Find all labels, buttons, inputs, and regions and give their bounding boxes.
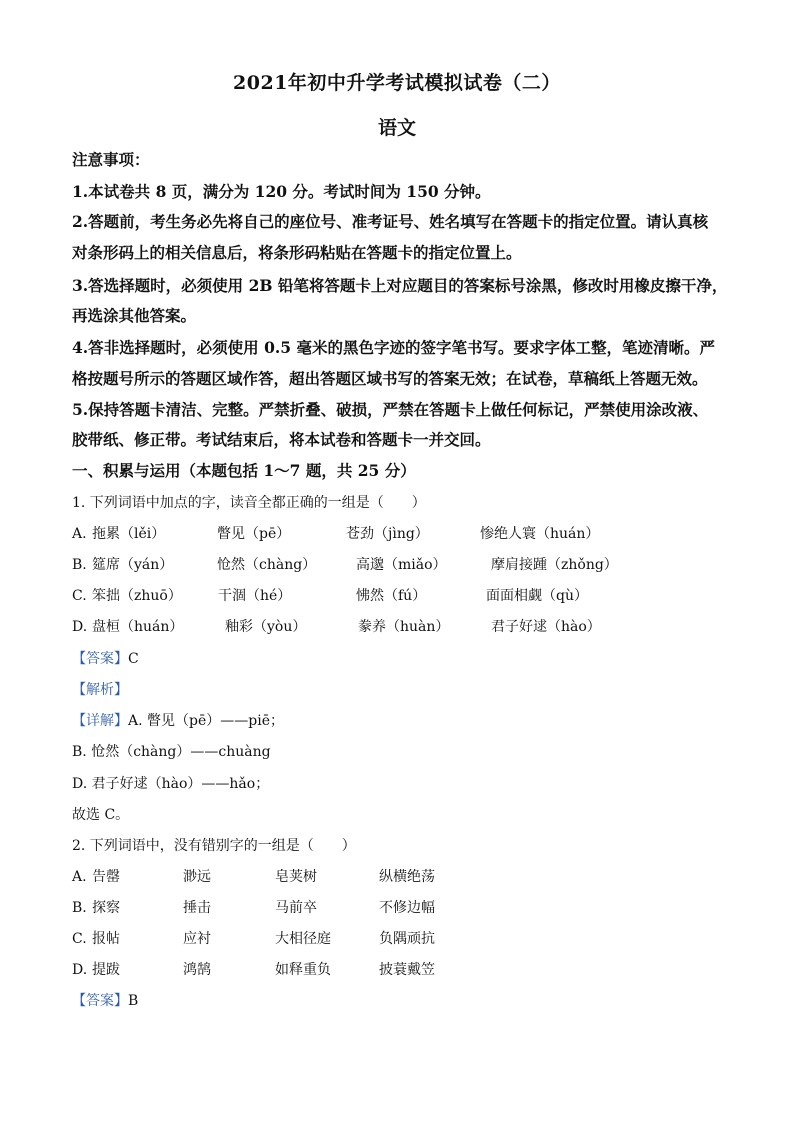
note-line: 3.答选择题时，必须使用 2B 铅笔将答题卡上对应题目的答案标号涂黑，修改时用橡皮擦干净，: [72, 276, 728, 295]
option-item: 君子好逑（hào）: [491, 619, 601, 635]
option-item: 面面相觑（qù）: [486, 588, 588, 604]
option-label: B.: [72, 557, 87, 573]
option-item: 皂荚树: [275, 869, 317, 885]
detail-line: A. 瞥见（pē）——piē；: [128, 713, 284, 729]
answer-value: C: [128, 651, 139, 667]
option-item: 怫然（fú）: [356, 588, 427, 604]
option-item: 豢养（huàn）: [358, 619, 450, 635]
option-item: 高邈（miǎo）: [356, 557, 447, 573]
subject-title: 语文: [377, 117, 416, 139]
option-item: 报帖: [92, 931, 120, 947]
option-item: 渺远: [183, 869, 211, 885]
option-label: A.: [72, 526, 87, 542]
option-label: C.: [72, 931, 87, 947]
option-item: 苍劲（jìng）: [346, 526, 429, 542]
option-label: C.: [72, 588, 87, 604]
option-item: 应衬: [183, 931, 211, 947]
option-item: 拖累（lěi）: [92, 526, 166, 542]
detail-tag: 【详解】: [72, 713, 128, 729]
option-item: 如释重负: [275, 962, 331, 978]
q1-option-c: [72, 589, 752, 607]
note-line: 格按题号所示的答题区域作答，超出答题区域书写的答案无效；在试卷，草稿纸上答题无效。: [72, 369, 708, 388]
q1-option-b: [72, 558, 752, 576]
option-item: 披蓑戴笠: [379, 962, 435, 978]
option-item: 釉彩（yòu）: [225, 619, 307, 635]
exam-title: 2021年初中升学考试模拟试卷（二）: [233, 72, 561, 94]
section-heading: 一、积累与运用（本题包括 1～7 题，共 25 分）: [72, 461, 416, 480]
detail-line: B. 怆然（chàng）——chuàng: [72, 744, 271, 760]
option-item: 鸿鹄: [183, 962, 211, 978]
option-label: D.: [72, 619, 88, 635]
option-label: D.: [72, 962, 88, 978]
answer-value: B: [128, 993, 139, 1009]
detail-line: 故选 C。: [72, 807, 130, 823]
note-line: 4.答非选择题时，必须使用 0.5 毫米的黑色字迹的签字笔书写。要求字体工整，笔迹清晰。严: [72, 338, 715, 357]
answer-tag: 【答案】: [72, 993, 128, 1009]
option-item: 马前卒: [275, 900, 317, 916]
option-item: 大相径庭: [275, 931, 331, 947]
option-item: 负隅顽抗: [379, 931, 435, 947]
option-item: 笨拙（zhuō）: [92, 588, 182, 604]
q1-detail: [72, 714, 284, 728]
question-2-stem: 2. 下列词语中，没有错别字的一组是（ ）: [72, 838, 356, 854]
option-item: 提跋: [92, 962, 120, 978]
option-item: 筵席（yán）: [92, 557, 174, 573]
q2-option-d: [72, 963, 752, 981]
option-label: A.: [72, 869, 87, 885]
note-line: 2.答题前，考生务必先将自己的座位号、准考证号、姓名填写在答题卡的指定位置。请认真核: [72, 212, 709, 231]
note-line: 对条形码上的相关信息后，将条形码粘贴在答题卡的指定位置上。: [72, 243, 522, 262]
option-item: 摩肩接踵（zhǒng）: [491, 557, 618, 573]
option-item: 怆然（chàng）: [217, 557, 317, 573]
q1-analysis: [72, 683, 128, 697]
note-line: 再选涂其他答案。: [72, 306, 197, 325]
notes-heading: 注意事项：: [72, 150, 150, 169]
analysis-tag: 【解析】: [72, 682, 128, 698]
q2-option-a: [72, 870, 752, 888]
option-item: 惨绝人寰（huán）: [480, 526, 600, 542]
option-item: 干涸（hé）: [218, 588, 292, 604]
answer-tag: 【答案】: [72, 651, 128, 667]
q2-answer: [72, 994, 138, 1008]
q2-option-c: [72, 932, 752, 950]
option-label: B.: [72, 900, 87, 916]
option-item: 瞥见（pē）: [217, 526, 291, 542]
option-item: 盘桓（huán）: [92, 619, 184, 635]
option-item: 告罄: [92, 869, 120, 885]
note-line: 1.本试卷共 8 页，满分为 120 分。考试时间为 150 分钟。: [72, 182, 491, 201]
option-item: 不修边幅: [379, 900, 435, 916]
note-line: 胶带纸、修正带。考试结束后，将本试卷和答题卡一并交回。: [72, 430, 491, 449]
q1-option-a: [72, 527, 752, 545]
note-line: 5.保持答题卡清洁、完整。严禁折叠、破损，严禁在答题卡上做任何标记，严禁使用涂改液、: [72, 400, 709, 419]
q1-option-d: [72, 620, 752, 638]
detail-line: D. 君子好逑（hào）——hǎo；: [72, 776, 270, 792]
option-item: 探察: [92, 900, 120, 916]
option-item: 纵横绝荡: [379, 869, 435, 885]
q1-answer: [72, 652, 139, 666]
question-1-stem: 1. 下列词语中加点的字，读音全都正确的一组是（ ）: [72, 495, 426, 511]
option-item: 捶击: [183, 900, 211, 916]
q2-option-b: [72, 901, 752, 919]
